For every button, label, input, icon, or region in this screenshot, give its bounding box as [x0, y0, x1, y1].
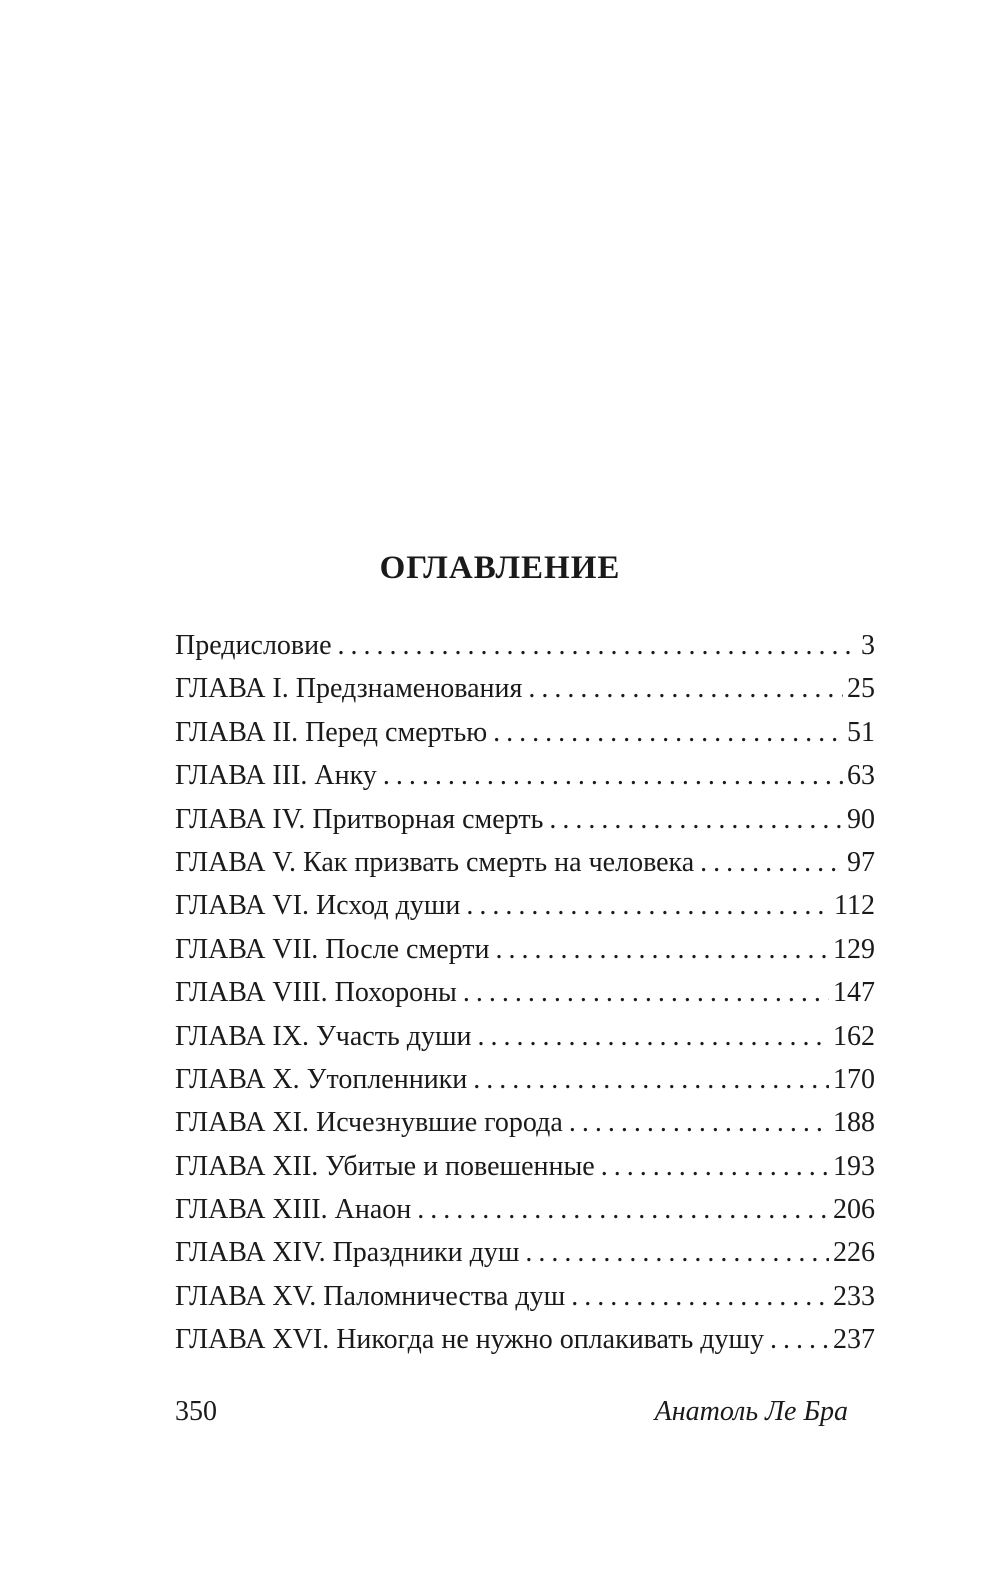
toc-entry — [175, 1145, 875, 1188]
toc-entry-page: 25 — [847, 673, 875, 705]
toc-entry-title: ГЛАВА X. Утопленники — [175, 1063, 468, 1095]
toc-entry-title: ГЛАВА IX. Участь души — [175, 1020, 472, 1052]
toc-entry — [175, 1275, 875, 1318]
toc-entry-page: 112 — [834, 890, 875, 922]
toc-entry-page: 3 — [861, 630, 875, 661]
toc-entry — [175, 928, 875, 971]
toc-entry-title: ГЛАВА XIII. Анаон — [175, 1194, 412, 1226]
table-of-contents — [175, 624, 875, 1362]
toc-entry — [175, 754, 875, 797]
dot-leader — [493, 711, 843, 754]
toc-entry — [175, 841, 875, 884]
page-number: 350 — [175, 1396, 217, 1427]
page-title: ОГЛАВЛЕНИЕ — [379, 550, 621, 586]
toc-entry — [175, 884, 875, 927]
dot-leader — [549, 798, 843, 841]
dot-leader — [700, 841, 843, 884]
dot-leader — [463, 971, 829, 1014]
dot-leader — [525, 1231, 829, 1274]
dot-leader — [571, 1275, 829, 1318]
toc-entry-page: 147 — [833, 977, 875, 1009]
toc-entry-page: 237 — [833, 1324, 875, 1356]
toc-entry-title: ГЛАВА VII. После смерти — [175, 933, 490, 965]
toc-entry — [175, 1101, 875, 1144]
dot-leader — [495, 928, 829, 971]
dot-leader — [338, 624, 857, 667]
toc-entry-title: ГЛАВА IV. Притворная смерть — [175, 803, 544, 835]
running-author: Анатоль Ле Бра — [654, 1396, 848, 1427]
toc-entry-page: 188 — [833, 1107, 875, 1139]
dot-leader — [417, 1188, 829, 1231]
toc-entry — [175, 667, 875, 710]
toc-entry-title: ГЛАВА XV. Паломничества душ — [175, 1280, 566, 1312]
toc-entry-title: ГЛАВА XII. Убитые и повешенные — [175, 1150, 595, 1182]
toc-entry-title: ГЛАВА III. Анку — [175, 760, 377, 792]
toc-entry-title: ГЛАВА V. Как призвать смерть на человека — [175, 846, 695, 878]
toc-entry — [175, 711, 875, 754]
dot-leader — [466, 884, 830, 927]
toc-entry-page: 129 — [833, 933, 875, 965]
toc-entry-title: ГЛАВА I. Предзнаменования — [175, 673, 523, 705]
dot-leader — [601, 1145, 829, 1188]
toc-entry-page: 63 — [847, 760, 875, 792]
toc-entry — [175, 1231, 875, 1274]
toc-entry — [175, 798, 875, 841]
toc-entry-title: Предисловие — [175, 630, 332, 661]
dot-leader — [770, 1318, 829, 1361]
toc-entry — [175, 624, 875, 667]
toc-entry-page: 170 — [833, 1063, 875, 1095]
toc-entry-page: 162 — [833, 1020, 875, 1052]
toc-entry-title: ГЛАВА II. Перед смертью — [175, 716, 488, 748]
dot-leader — [383, 754, 843, 797]
dot-leader — [528, 667, 843, 710]
toc-entry-page: 233 — [833, 1280, 875, 1312]
toc-entry-page: 90 — [847, 803, 875, 835]
toc-entry-page: 206 — [833, 1194, 875, 1226]
toc-entry-page: 97 — [847, 846, 875, 878]
toc-entry-page: 193 — [833, 1150, 875, 1182]
toc-entry — [175, 971, 875, 1014]
toc-entry-title: ГЛАВА XIV. Праздники душ — [175, 1237, 520, 1269]
dot-leader — [569, 1101, 829, 1144]
toc-entry-title: ГЛАВА XVI. Никогда не нужно оплакивать душу — [175, 1324, 765, 1356]
toc-entry — [175, 1188, 875, 1231]
dot-leader — [473, 1058, 829, 1101]
toc-entry — [175, 1015, 875, 1058]
dot-leader — [478, 1015, 829, 1058]
toc-entry-title: ГЛАВА XI. Исчезнувшие города — [175, 1107, 563, 1139]
toc-entry — [175, 1058, 875, 1101]
toc-entry — [175, 1318, 875, 1361]
toc-entry-page: 51 — [847, 716, 875, 748]
toc-entry-title: ГЛАВА VIII. Похороны — [175, 977, 457, 1009]
toc-entry-title: ГЛАВА VI. Исход души — [175, 890, 461, 922]
toc-entry-page: 226 — [833, 1237, 875, 1269]
